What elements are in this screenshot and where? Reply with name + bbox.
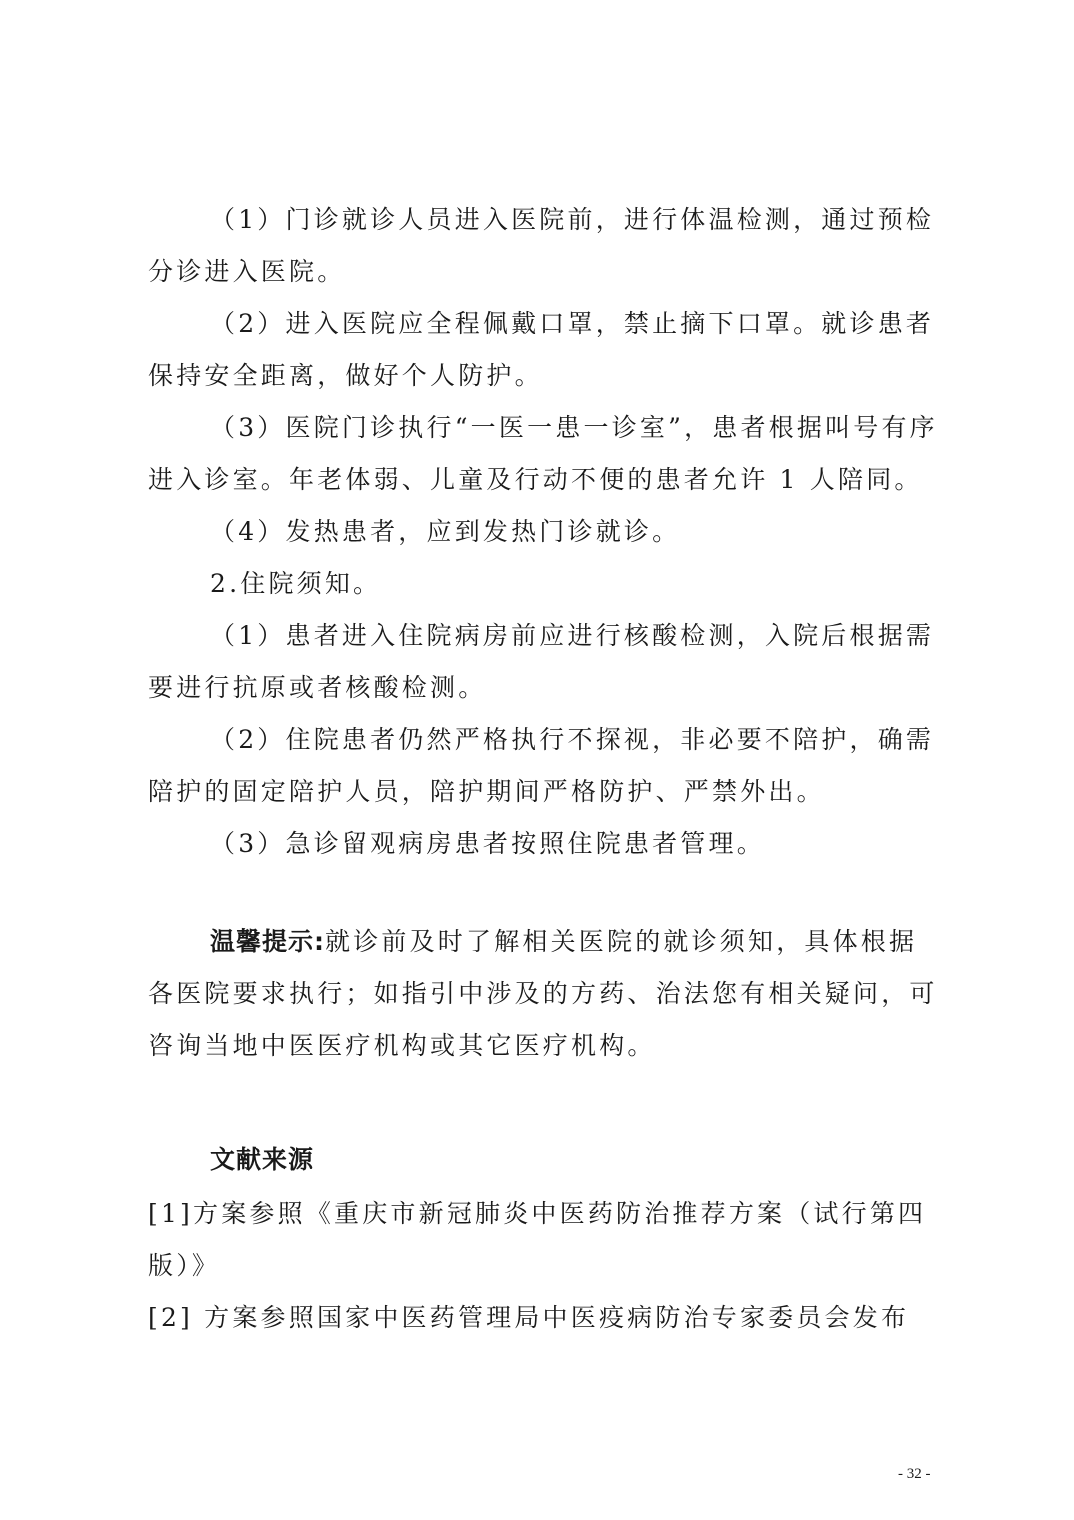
inpatient-item-2: （2）住院患者仍然严格执行不探视，非必要不陪护，确需陪护的固定陪护人员，陪护期间严格防护、严禁外出。	[148, 725, 935, 806]
outpatient-item-1: （1）门诊就诊人员进入医院前，进行体温检测，通过预检分诊进入医院。	[148, 205, 935, 286]
section-inpatient-heading: 2.住院须知。	[210, 569, 382, 598]
page-number: - 32 -	[898, 1466, 931, 1482]
reference-item-2: [2] 方案参照国家中医药管理局中医疫病防治专家委员会发布	[148, 1303, 910, 1332]
inpatient-item-1: （1）患者进入住院病房前应进行核酸检测，入院后根据需要进行抗原或者核酸检测。	[148, 621, 935, 702]
outpatient-item-2: （2）进入医院应全程佩戴口罩，禁止摘下口罩。就诊患者保持安全距离，做好个人防护。	[148, 309, 935, 390]
inpatient-item-3: （3）急诊留观病房患者按照住院患者管理。	[210, 829, 765, 858]
tip-text: 就诊前及时了解相关医院的就诊须知，具体根据各医院要求执行；如指引中涉及的方药、治法您有相关疑问，可咨询当地中医医疗机构或其它医疗机构。	[148, 927, 938, 1060]
outpatient-item-4: （4）发热患者，应到发热门诊就诊。	[210, 517, 681, 546]
outpatient-item-3: （3）医院门诊执行“一医一患一诊室”，患者根据叫号有序进入诊室。年老体弱、儿童及行动不便的患者允许 1 人陪同。	[148, 413, 938, 494]
reference-item-1: [1]方案参照《重庆市新冠肺炎中医药防治推荐方案（试行第四版）》	[148, 1199, 927, 1280]
tip-paragraph	[148, 916, 938, 1072]
references-heading: 文献来源	[210, 1145, 315, 1174]
tip-label: 温馨提示:	[210, 927, 325, 956]
